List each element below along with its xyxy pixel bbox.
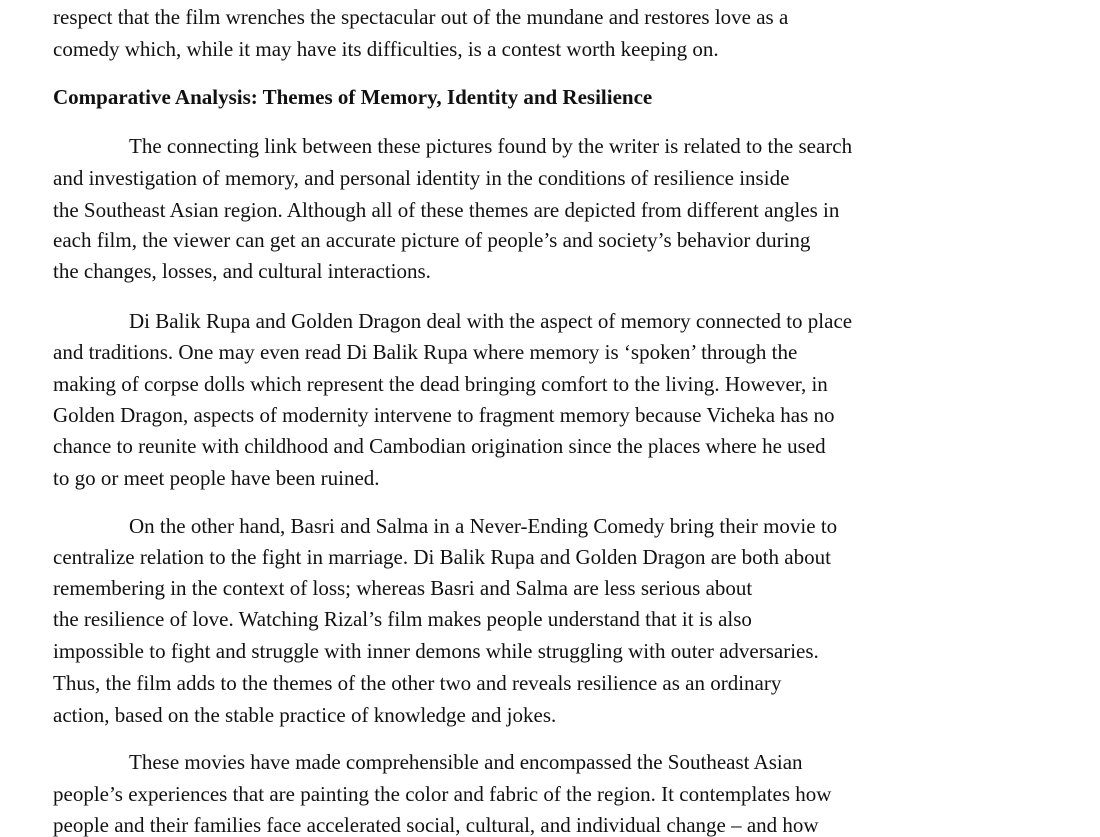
text-line: the changes, losses, and cultural interactions. [53,259,431,283]
text-line: respect that the film wrenches the spectacular out of the mundane and restores love as a [53,5,789,29]
text-line: the Southeast Asian region. Although all of these themes are depicted from different angles in [53,198,840,222]
text-line: and traditions. One may even read Di Balik Rupa where memory is ‘spoken’ through the [53,340,798,364]
text-line: Thus, the film adds to the themes of the other two and reveals resilience as an ordinary [53,671,782,695]
text-line: impossible to fight and struggle with inner demons while struggling with outer adversaries. [53,639,819,663]
text-line: comedy which, while it may have its difficulties, is a contest worth keeping on. [53,37,719,61]
text-line: people and their families face accelerated social, cultural, and individual change – and how [53,813,819,837]
text-line: each film, the viewer can get an accurate picture of people’s and society’s behavior during [53,228,811,252]
text-line: On the other hand, Basri and Salma in a Never-Ending Comedy bring their movie to [129,514,838,538]
text-line: Golden Dragon, aspects of modernity intervene to fragment memory because Vicheka has no [53,403,835,427]
text-line: The connecting link between these pictures found by the writer is related to the search [129,134,853,158]
text-line: making of corpse dolls which represent the dead bringing comfort to the living. However, in [53,372,828,396]
text-line: to go or meet people have been ruined. [53,466,380,490]
text-line: chance to reunite with childhood and Cambodian origination since the places where he used [53,434,826,458]
text-line: and investigation of memory, and personal identity in the conditions of resilience inside [53,166,790,190]
text-line: the resilience of love. Watching Rizal’s film makes people understand that it is also [53,607,752,631]
text-line: Di Balik Rupa and Golden Dragon deal with the aspect of memory connected to place [129,309,853,333]
text-line: These movies have made comprehensible and encompassed the Southeast Asian [129,750,803,774]
text-line: remembering in the context of loss; whereas Basri and Salma are less serious about [53,576,753,600]
text-line: people’s experiences that are painting the color and fabric of the region. It contemplates how [53,782,832,806]
text-line: centralize relation to the fight in marriage. Di Balik Rupa and Golden Dragon are both about [53,545,831,569]
section-heading: Comparative Analysis: Themes of Memory, Identity and Resilience [53,85,653,109]
text-line: action, based on the stable practice of knowledge and jokes. [53,703,557,727]
